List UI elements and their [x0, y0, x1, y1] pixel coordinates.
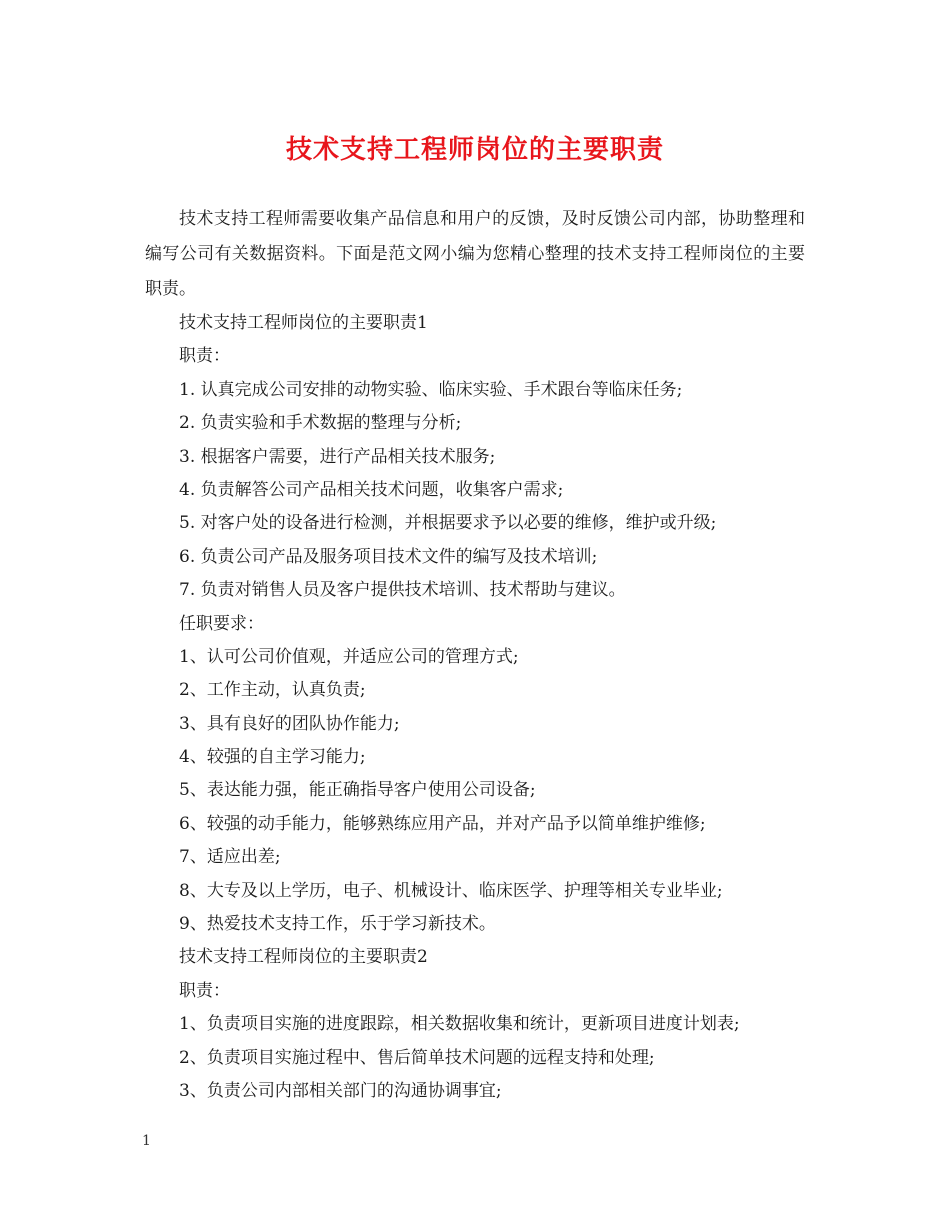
- list-item: 1、认可公司价值观，并适应公司的管理方式;: [179, 646, 519, 667]
- list-item: 5、表达能力强，能正确指导客户使用公司设备;: [179, 780, 536, 801]
- document-body: [145, 202, 805, 1108]
- list-item: 7. 负责对销售人员及客户提供技术培训、技术帮助与建议。: [179, 580, 626, 601]
- subsection-label: 职责：: [179, 980, 230, 1001]
- list-item: 7、适应出差;: [179, 847, 281, 868]
- list-item: 5. 对客户处的设备进行检测，并根据要求予以必要的维修，维护或升级;: [179, 513, 717, 534]
- page-title: 技术支持工程师岗位的主要职责: [285, 135, 664, 165]
- list-item: 3、负责公司内部相关部门的沟通协调事宜;: [179, 1080, 502, 1101]
- list-item: 6、较强的动手能力，能够熟练应用产品，并对产品予以简单维护维修;: [179, 813, 706, 834]
- section-heading: 技术支持工程师岗位的主要职责2: [179, 947, 428, 968]
- subsection-label: 职责：: [179, 346, 230, 367]
- list-item: 2、负责项目实施过程中、售后简单技术问题的远程支持和处理;: [179, 1047, 655, 1068]
- list-item: 9、热爱技术支持工作，乐于学习新技术。: [179, 914, 496, 935]
- list-item: 3. 根据客户需要，进行产品相关技术服务;: [179, 446, 496, 467]
- list-item: 4. 负责解答公司产品相关技术问题，收集客户需求;: [179, 479, 564, 500]
- intro-paragraph: 技术支持工程师需要收集产品信息和用户的反馈，及时反馈公司内部，协助整理和编写公司有关数据资料。下面是范文网小编为您精心整理的技术支持工程师岗位的主要职责。: [145, 209, 805, 299]
- page-number: 1: [142, 1133, 151, 1149]
- list-item: 3、具有良好的团队协作能力;: [179, 713, 400, 734]
- content-lines: [145, 307, 805, 1108]
- section-heading: 技术支持工程师岗位的主要职责1: [179, 313, 428, 333]
- list-item: 6. 负责公司产品及服务项目技术文件的编写及技术培训;: [179, 546, 598, 567]
- list-item: 1、负责项目实施的进度跟踪，相关数据收集和统计，更新项目进度计划表;: [179, 1014, 740, 1035]
- list-item: 4、较强的自主学习能力;: [179, 747, 366, 768]
- list-item: 8、大专及以上学历，电子、机械设计、临床医学、护理等相关专业毕业;: [179, 880, 723, 901]
- subsection-label: 任职要求：: [179, 613, 264, 634]
- list-item: 1. 认真完成公司安排的动物实验、临床实验、手术跟台等临床任务;: [179, 379, 683, 400]
- list-item: 2. 负责实验和手术数据的整理与分析;: [179, 413, 462, 434]
- list-item: 2、工作主动，认真负责;: [179, 680, 366, 701]
